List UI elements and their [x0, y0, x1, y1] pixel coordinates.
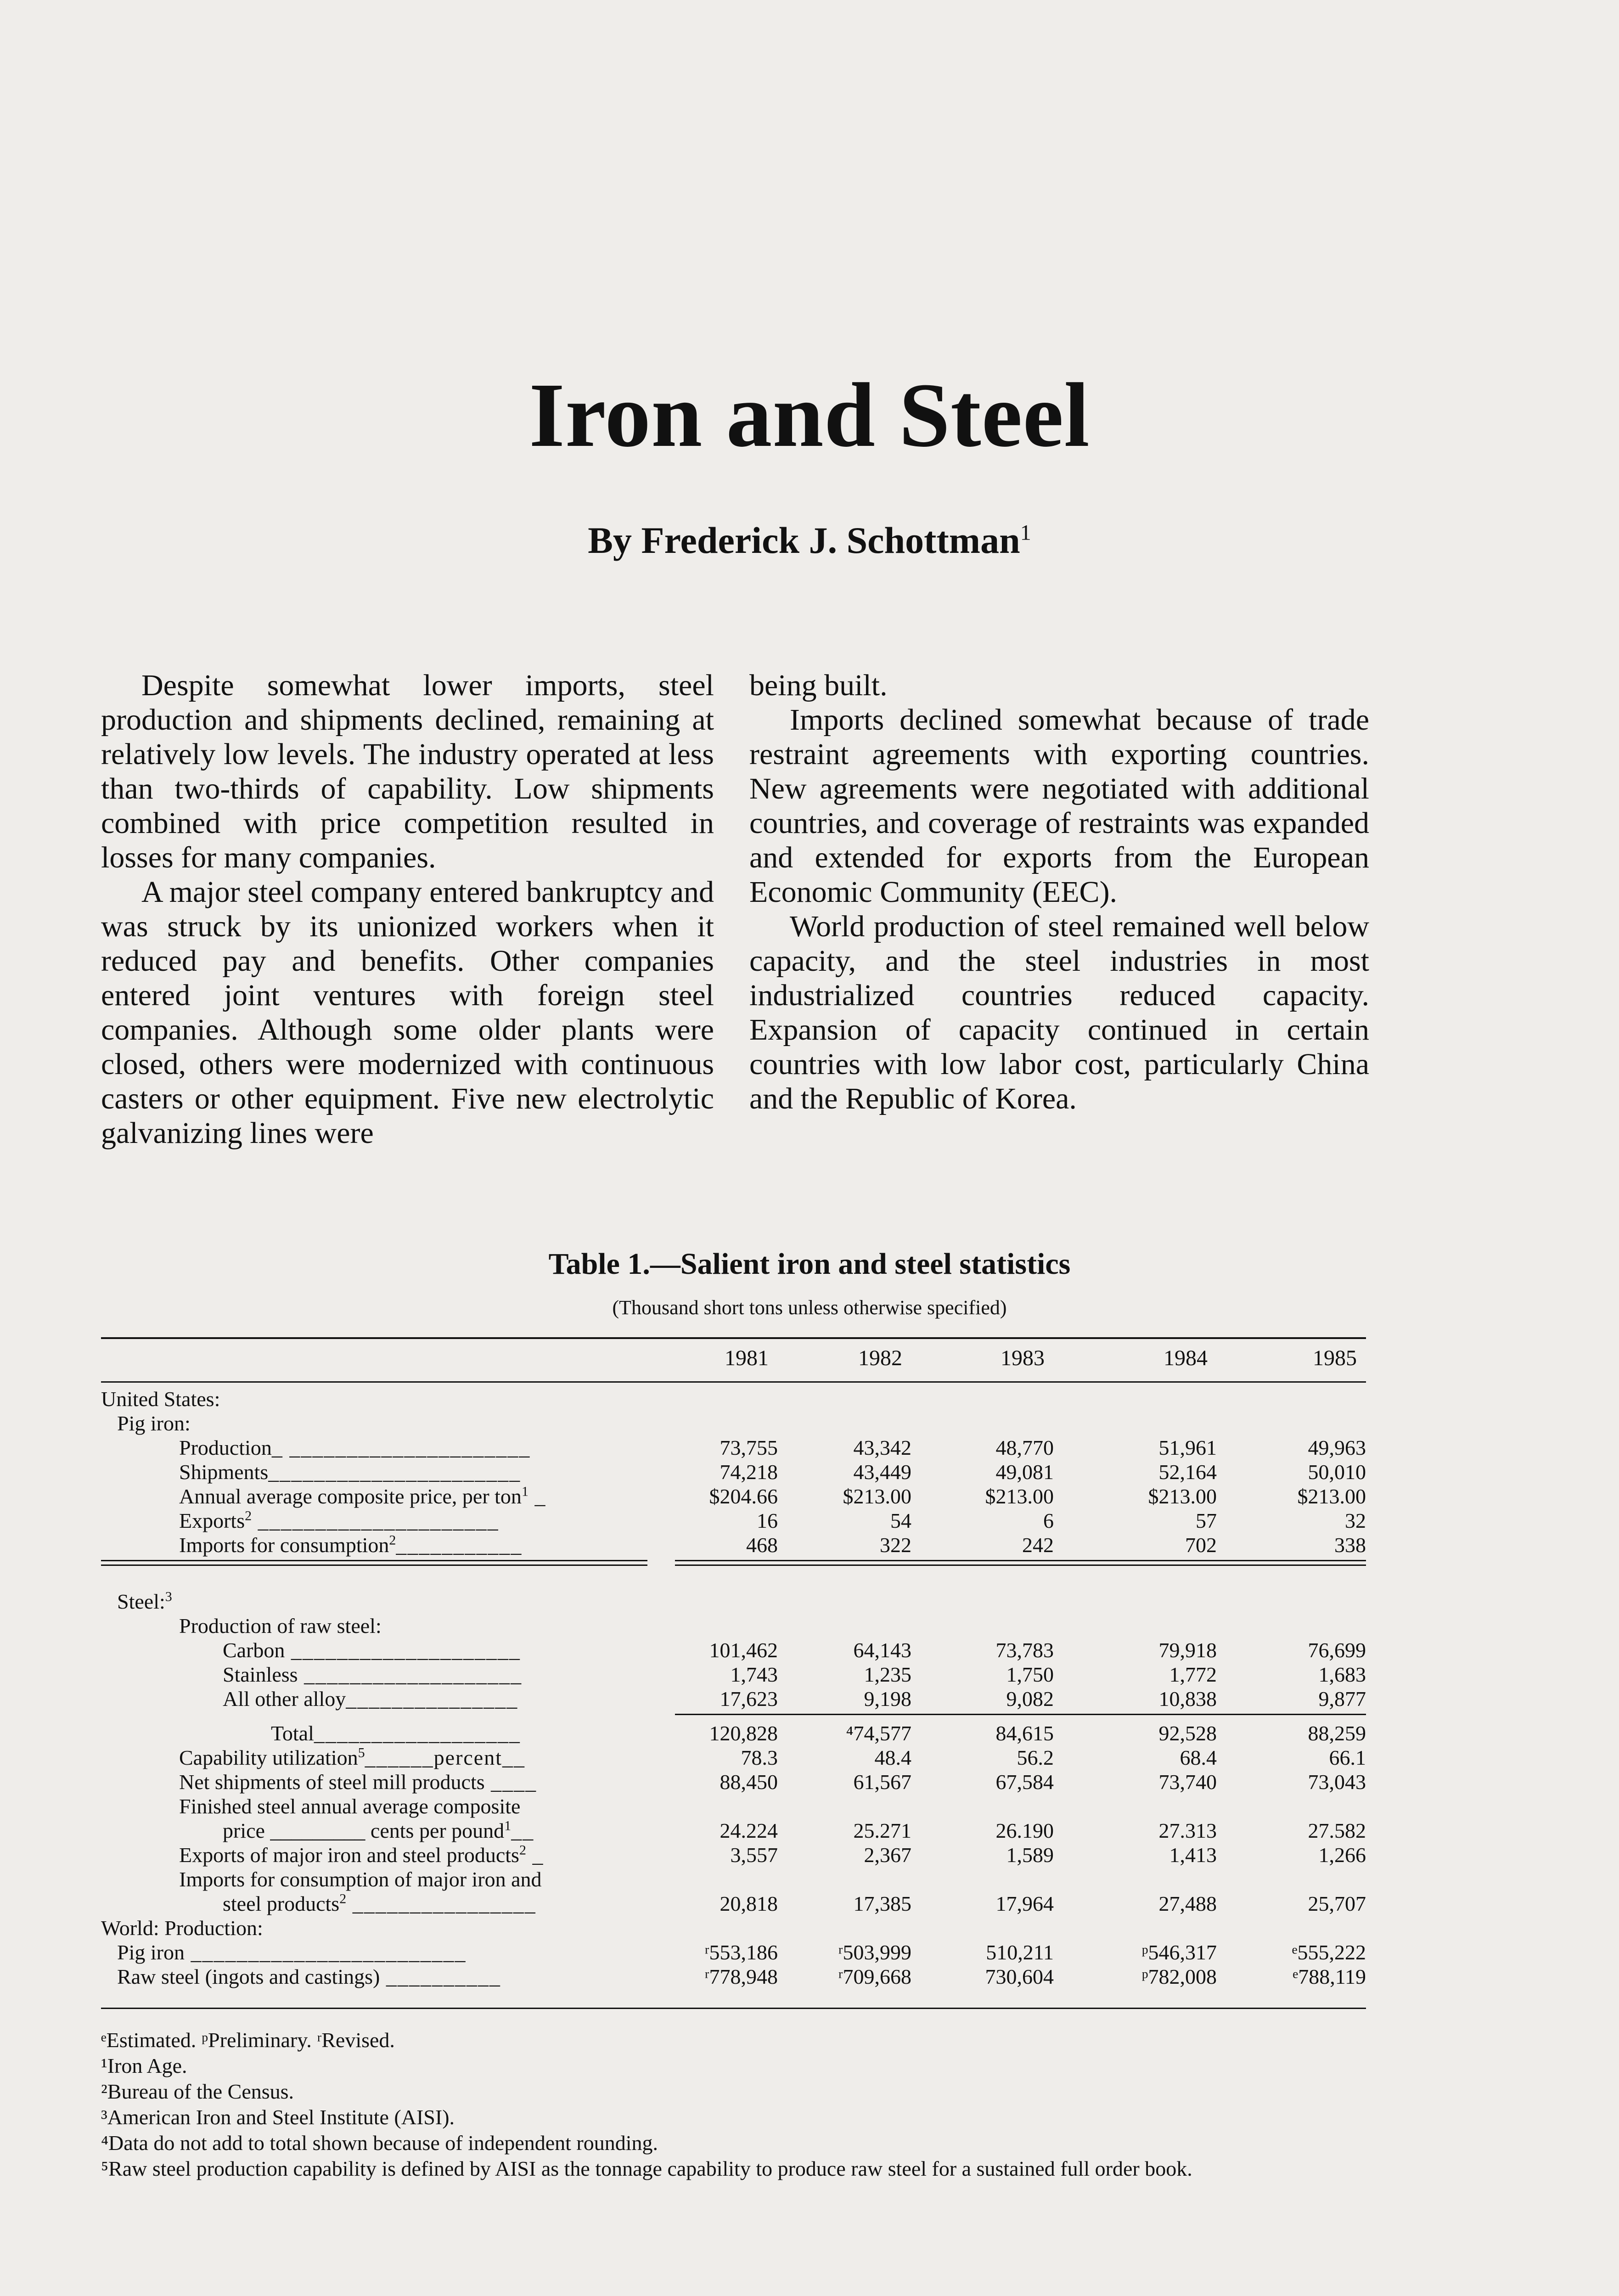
table-cell: 1,266 [1318, 1843, 1366, 1867]
row-label-footnote-marker: 5 [358, 1745, 365, 1761]
table-row [101, 1589, 1366, 1614]
row-label-text: All other alloy [223, 1687, 346, 1711]
leader-dots: ___________ [396, 1533, 523, 1557]
leader-dots: _ [526, 1843, 544, 1867]
table-cell: ʳ709,668 [838, 1965, 911, 1988]
row-label-text: Stainless [223, 1663, 298, 1686]
row-label-text: World: Production: [101, 1916, 263, 1940]
table-cell: 510,211 [986, 1941, 1054, 1964]
leader-dots: __________ [380, 1965, 501, 1988]
body-right-column [749, 668, 1369, 1116]
table-cell: $213.00 [1148, 1485, 1217, 1508]
paragraph: A major steel company entered bankruptcy and was struck by its unionized workers when it reduced pay and benefits. Other companies entered joint ventures with foreign steel companies. Although some older plants were closed, others were modernized with continuous casters or other equipment. Five new electrolytic galvanizing lines were [101, 875, 714, 1150]
row-label [117, 1940, 466, 1964]
row-label-text: Raw steel (ingots and castings) [117, 1965, 380, 1988]
table-row [101, 1687, 1366, 1711]
table-cell: 66.1 [1329, 1746, 1366, 1769]
row-label [223, 1638, 521, 1662]
table-row [101, 1662, 1366, 1687]
table-cell: ʳ553,186 [704, 1941, 778, 1964]
table-cell: 49,081 [995, 1460, 1054, 1484]
table-cell: $213.00 [1297, 1485, 1366, 1508]
table-cell: 702 [1185, 1533, 1217, 1557]
table-cell: 322 [880, 1533, 911, 1557]
row-label [223, 1891, 536, 1916]
table-cell: 2,367 [864, 1843, 911, 1867]
table-cell: 48.4 [874, 1746, 911, 1769]
table-row [101, 1891, 1366, 1916]
footnote: ¹Iron Age. [101, 2054, 187, 2077]
table-cell: ʳ503,999 [838, 1941, 911, 1964]
footnotes [101, 2027, 1368, 2182]
author-name: By Frederick J. Schottman [588, 519, 1020, 561]
table-top-rule [101, 1337, 1366, 1339]
table-cell: 27.582 [1308, 1819, 1366, 1842]
paragraph: Despite somewhat lower imports, steel production and shipments declined, remaining at relatively low levels. The industry operated at less than two-thirds of capability. Low shipments combined with price competition resulted in losses for many companies. [101, 669, 714, 874]
table-cell: 73,740 [1158, 1770, 1217, 1794]
row-label-text: Pig iron [117, 1941, 185, 1964]
table-row [101, 1508, 1366, 1533]
footnote: ᵉEstimated. ᵖPreliminary. ʳRevised. [101, 2028, 395, 2052]
table-row [101, 1940, 1366, 1964]
table-cell: 16 [757, 1509, 778, 1532]
table-cell: 9,082 [1006, 1687, 1054, 1711]
year-header: 1981 [725, 1346, 769, 1370]
table-cell: ᵉ788,119 [1293, 1965, 1366, 1988]
table-row [101, 1867, 1366, 1891]
table-cell: 1,750 [1006, 1663, 1054, 1686]
leader-dots: __________________ [314, 1722, 521, 1745]
row-label-text: Shipments [179, 1460, 269, 1484]
table-cell: 68.4 [1180, 1746, 1217, 1769]
row-label [271, 1721, 521, 1745]
sum-underline [675, 1714, 1366, 1715]
row-label-text: Annual average composite price, per ton [179, 1485, 522, 1508]
sum-underline [101, 1560, 647, 1561]
table-row [101, 1964, 1366, 1989]
table-header-rule [101, 1381, 1366, 1383]
row-label [179, 1794, 520, 1818]
row-label-text: Steel: [117, 1590, 165, 1613]
table-row [101, 1745, 1366, 1770]
row-label [179, 1460, 521, 1484]
row-label-text: Exports [179, 1509, 245, 1532]
paragraph: World production of steel remained well below capacity, and the steel industries in most industrialized countries reduced capacity. Expansion of capacity continued in certain countries with low labor cost, particularly China and the Republic of Korea. [749, 910, 1369, 1115]
leader-dots: _____________________ [252, 1509, 499, 1532]
row-label [223, 1818, 534, 1843]
table-cell: 52,164 [1158, 1460, 1217, 1484]
table-row [101, 1614, 1366, 1638]
table-row [101, 1435, 1366, 1460]
table-cell: 27,488 [1158, 1892, 1217, 1915]
table-row [101, 1387, 1366, 1411]
table-cell: 20,818 [720, 1892, 778, 1915]
leader-dots: ____ [484, 1770, 537, 1794]
table-row [101, 1484, 1366, 1508]
row-label [179, 1745, 525, 1770]
row-label-footnote-marker: 3 [165, 1589, 172, 1604]
table-cell: 79,918 [1158, 1638, 1217, 1662]
row-label-text: United States: [101, 1387, 220, 1411]
table-cell: 3,557 [730, 1843, 778, 1867]
table-cell: $204.66 [709, 1485, 778, 1508]
row-label-text: price _________ cents per pound [223, 1819, 505, 1842]
table-cell: 1,589 [1006, 1843, 1054, 1867]
table-cell: 32 [1345, 1509, 1366, 1532]
table-cell: 27.313 [1158, 1819, 1217, 1842]
leader-dots: ______percent__ [365, 1746, 526, 1769]
table-cell: 338 [1334, 1533, 1366, 1557]
leader-dots: ____________________ [285, 1638, 521, 1662]
footnote: ⁴Data do not add to total shown because of independent rounding. [101, 2131, 658, 2155]
paragraph: being built. [749, 669, 888, 702]
leader-dots: _ _____________________ [271, 1436, 531, 1459]
sum-underline [675, 1560, 1366, 1561]
table-cell: 25.271 [853, 1819, 911, 1842]
sum-underline [101, 1564, 647, 1566]
row-label-text: Imports for consumption [179, 1533, 389, 1557]
row-label-footnote-marker: 1 [521, 1484, 528, 1499]
table-cell: ᵖ546,317 [1141, 1941, 1217, 1964]
row-label-footnote-marker: 2 [245, 1508, 252, 1524]
table-cell: 74,218 [720, 1460, 778, 1484]
row-label [179, 1533, 522, 1557]
year-header: 1984 [1164, 1346, 1208, 1370]
row-label-text: Net shipments of steel mill products [179, 1770, 485, 1794]
row-label-text: steel products [223, 1892, 340, 1915]
row-label [179, 1435, 530, 1460]
row-label-text: Finished steel annual average composite [179, 1795, 521, 1818]
table-cell: 43,342 [853, 1436, 911, 1459]
table-cell: 57 [1196, 1509, 1217, 1532]
table-cell: ⁴74,577 [846, 1722, 911, 1745]
row-label [101, 1387, 220, 1411]
footnote: ²Bureau of the Census. [101, 2080, 294, 2103]
row-label-text: Exports of major iron and steel products [179, 1843, 519, 1867]
table-cell: 88,259 [1308, 1722, 1366, 1745]
table-subtitle: (Thousand short tons unless otherwise specified) [612, 1296, 1007, 1319]
leader-dots: ______________________ [268, 1460, 521, 1484]
row-label-footnote-marker: 2 [339, 1891, 347, 1907]
table-cell: $213.00 [985, 1485, 1054, 1508]
table-cell: 61,567 [853, 1770, 911, 1794]
table-cell: 67,584 [995, 1770, 1054, 1794]
table-cell: 54 [890, 1509, 911, 1532]
table-cell: 9,198 [864, 1687, 911, 1711]
table-row [101, 1638, 1366, 1662]
row-label-text: Capability utilization [179, 1746, 358, 1769]
leader-dots: _______________ [346, 1687, 518, 1711]
row-label [179, 1484, 546, 1508]
table-cell: 92,528 [1158, 1722, 1217, 1745]
table-cell: 17,385 [853, 1892, 911, 1915]
table-cell: 101,462 [709, 1638, 778, 1662]
table-cell: 120,828 [709, 1722, 778, 1745]
year-header: 1982 [858, 1346, 902, 1370]
table-cell: 1,413 [1169, 1843, 1217, 1867]
table-cell: 1,743 [730, 1663, 778, 1686]
row-label [223, 1662, 522, 1687]
table-cell: 17,964 [995, 1892, 1054, 1915]
row-label [117, 1589, 172, 1614]
year-header: 1983 [1001, 1346, 1045, 1370]
row-label-footnote-marker: 2 [519, 1842, 526, 1858]
table-cell: 6 [1043, 1509, 1054, 1532]
body-left-column [101, 668, 714, 1150]
row-label [117, 1411, 191, 1435]
table-cell: 43,449 [853, 1460, 911, 1484]
paragraph: Imports declined somewhat because of trade restraint agreements with exporting countries. New agreements were negotiated with additional countries, and coverage of restraints was expanded and extended for exports from the European Economic Community (EEC). [749, 703, 1369, 909]
table-cell: 468 [746, 1533, 778, 1557]
table-cell: $213.00 [843, 1485, 911, 1508]
table-cell: 73,783 [995, 1638, 1054, 1662]
table-cell: 730,604 [985, 1965, 1054, 1988]
row-label-text: Total [271, 1722, 314, 1745]
table-row [101, 1721, 1366, 1745]
table-cell: 1,683 [1318, 1663, 1366, 1686]
table-row [101, 1460, 1366, 1484]
table-caption: Table 1.—Salient iron and steel statistics [548, 1247, 1071, 1281]
table-cell: 26.190 [995, 1819, 1054, 1842]
row-label-footnote-marker: 2 [389, 1532, 396, 1548]
table-row [101, 1411, 1366, 1435]
table-cell: 76,699 [1308, 1638, 1366, 1662]
table-row [101, 1818, 1366, 1843]
row-label-text: Imports for consumption of major iron and [179, 1868, 542, 1891]
table-row [101, 1843, 1366, 1867]
leader-dots: _ [528, 1485, 546, 1508]
table-cell: 51,961 [1158, 1436, 1217, 1459]
page-title: Iron and Steel [529, 365, 1090, 466]
leader-dots: __ [511, 1819, 534, 1842]
table-cell: 73,043 [1308, 1770, 1366, 1794]
leader-dots: ___________________ [298, 1663, 523, 1686]
table-cell: 1,772 [1169, 1663, 1217, 1686]
table-cell: 24.224 [720, 1819, 778, 1842]
table-row [101, 1916, 1366, 1940]
table-cell: 64,143 [853, 1638, 911, 1662]
table-cell: ᵖ782,008 [1141, 1965, 1217, 1988]
author-footnote-marker: 1 [1020, 520, 1031, 545]
salient-statistics-table [101, 1387, 1366, 1989]
table-cell: 88,450 [720, 1770, 778, 1794]
row-label [223, 1687, 518, 1711]
table-cell: 50,010 [1308, 1460, 1366, 1484]
row-label [179, 1770, 537, 1794]
table-cell: 78.3 [741, 1746, 778, 1769]
table-cell: 49,963 [1308, 1436, 1366, 1459]
table-cell: 48,770 [995, 1436, 1054, 1459]
table-cell: ʳ778,948 [704, 1965, 778, 1988]
row-label [179, 1614, 382, 1638]
table-row [101, 1770, 1366, 1794]
table-cell: 10,838 [1158, 1687, 1217, 1711]
table-bottom-rule [101, 2008, 1366, 2009]
table-row [101, 1794, 1366, 1818]
row-label-footnote-marker: 1 [504, 1818, 512, 1834]
row-label [179, 1508, 499, 1533]
row-label-text: Production of raw steel: [179, 1614, 382, 1638]
row-label-text: Pig iron: [117, 1412, 191, 1435]
row-label [101, 1916, 263, 1940]
row-label [179, 1867, 542, 1891]
sum-underline [675, 1564, 1366, 1566]
footnote: ⁵Raw steel production capability is defined by AISI as the tonnage capability to produce raw steel for a sustained full order book. [101, 2157, 1192, 2180]
table-cell: 9,877 [1318, 1687, 1366, 1711]
table-cell: 84,615 [995, 1722, 1054, 1745]
row-label-text: Production [179, 1436, 272, 1459]
leader-dots: ________________ [346, 1892, 536, 1915]
row-label [117, 1964, 501, 1989]
row-label-text: Carbon [223, 1638, 285, 1662]
table-cell: 73,755 [720, 1436, 778, 1459]
table-cell: 25,707 [1308, 1892, 1366, 1915]
author-byline [0, 519, 1619, 562]
leader-dots: ________________________ [184, 1941, 467, 1964]
table-cell: ᵉ555,222 [1292, 1941, 1366, 1964]
table-cell: 17,623 [720, 1687, 778, 1711]
footnote: ³American Iron and Steel Institute (AISI). [101, 2105, 455, 2129]
table-cell: 56.2 [1017, 1746, 1054, 1769]
table-row [101, 1533, 1366, 1557]
table-cell: 242 [1022, 1533, 1054, 1557]
table-cell: 1,235 [864, 1663, 911, 1686]
year-header: 1985 [1313, 1346, 1357, 1370]
row-label [179, 1843, 544, 1867]
